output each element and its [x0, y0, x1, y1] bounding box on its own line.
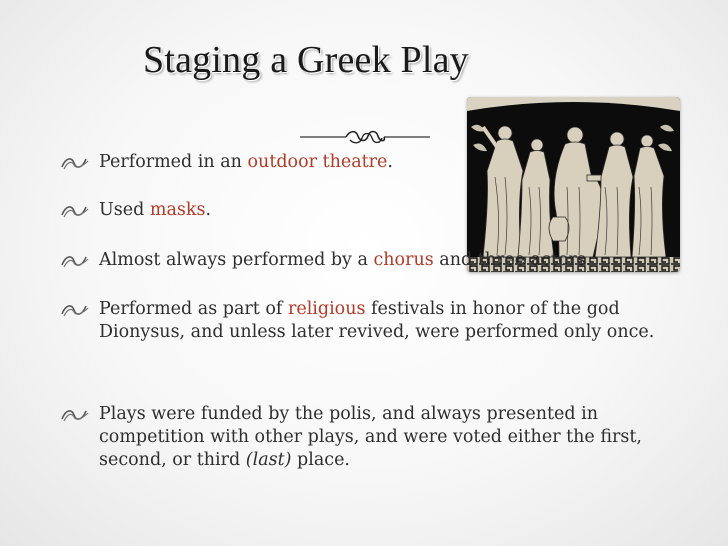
emphasis-text: (last)	[245, 450, 292, 470]
bullet-text: Plays were funded by the polis, and always presented in competition with other plays, and were voted either the first, second, or third	[99, 404, 642, 470]
ornamental-bullet-icon	[60, 302, 90, 318]
bullet-text: Almost always performed by a	[99, 250, 374, 270]
ornamental-bullet-icon	[60, 203, 90, 219]
bullet-text: Performed as part of	[99, 299, 288, 319]
bullet-text: place.	[291, 450, 350, 470]
bullet-text: and three actors.	[433, 250, 592, 270]
highlight-text: chorus	[373, 250, 434, 270]
ornamental-bullet-icon	[60, 155, 90, 171]
highlight-text: religious	[287, 299, 366, 319]
ornamental-bullet-icon	[60, 407, 90, 423]
highlight-text: outdoor theatre	[247, 152, 388, 172]
slide-title: Staging a Greek Play	[143, 39, 469, 81]
bullet-text: .	[205, 200, 212, 220]
bullet-text: festivals in honor of the god Dionysus, and unless later revived, were performed only once.	[99, 299, 655, 342]
bullet-text: Used	[99, 200, 150, 220]
bullet-text: Performed in an	[99, 152, 248, 172]
highlight-text: masks	[149, 200, 206, 220]
ornamental-bullet-icon	[60, 253, 90, 269]
bullet-text: .	[387, 152, 393, 172]
